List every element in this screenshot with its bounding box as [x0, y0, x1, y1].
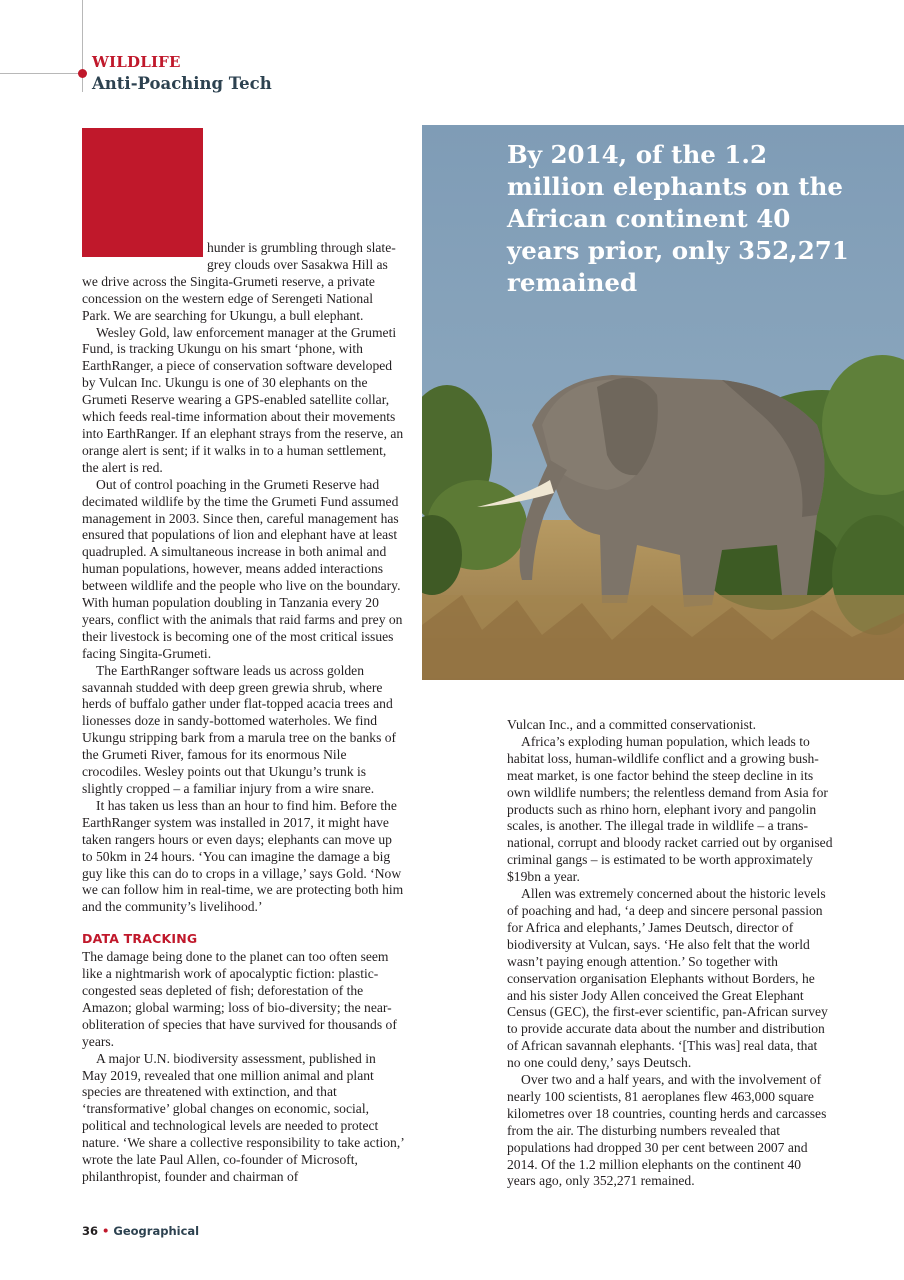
paragraph-5: It has taken us less than an hour to find him. Before the EarthRanger system was installed in 2017, it might have taken rangers hours or even days; elephants can move up to 50km in 24 hours. ‘You can imagine the damage a big guy like this can do to crops in a village,’ says Gold. ‘Now we can follow him in real-time, we are protecting both him and the community’s livelihood.’ [82, 797, 404, 915]
paragraph-10: Allen was extremely concerned about the historic levels of poaching and had, ‘a deep and sincere personal passion for Africa and elephants,’ James Deutsch, director of biodiversity at Vulcan, says. ‘He also felt that the world wasn’t paying enough attention.’ So together with conservation organisation Elephants without Borders, he and his sister Jody Allen conceived the Great Elephant Census (GEC), the first-ever scientific, pan-African survey to provide accurate data about the number and distribution of African savannah elephants. ‘[This was] real data, that no one could deny,’ says Deutsch. [507, 886, 828, 1071]
paragraph-4: The EarthRanger software leads us across golden savannah studded with deep green grewia shrub, where herds of buffalo gather under flat-topped acacia trees and lionesses doze in sandy-bottomed waterholes. We find Ukungu stripping bark from a marula tree on the banks of the Grumeti River, famous for its enormous Nile crocodiles. Wesley points out that Ukungu’s trunk is slightly cropped – a familiar injury from a wire snare. [82, 662, 397, 796]
footer-separator: • [102, 1224, 110, 1238]
header-dot [78, 69, 87, 78]
magazine-name: Geographical [113, 1224, 200, 1238]
section-label: WILDLIFE [92, 53, 181, 71]
header-rule-vertical [82, 0, 83, 92]
paragraph-7: A major U.N. biodiversity assessment, published in May 2019, revealed that one million animal and plant species are threatened with extinction, and that ‘transformative’ global changes on economic, social, political and technological levels are needed to protect nature. ‘We share a collective responsibility to take action,’ wrote the late Paul Allen, co-founder of Microsoft, philanthropist, founder and chairman of [82, 1050, 404, 1184]
page-footer [82, 1224, 199, 1238]
article-column-2 [507, 717, 833, 1190]
drop-cap [82, 128, 203, 257]
pull-quote: By 2014, of the 1.2 million elephants on the African continent 40 years prior, only 352,271 remained [507, 140, 849, 297]
paragraph-9: Africa’s exploding human population, which leads to habitat loss, human-wildlife conflict and a growing bush-meat market, is one factor behind the steep decline in its own wildlife numbers; the relentless demand from Asia for products such as rhino horn, elephant ivory and pangolin scales, is another. The illegal trade in wildlife – a trans-national, corrupt and bloody racket carried out by organised criminal gangs – is estimated to be worth approximately $19bn a year. [507, 733, 833, 885]
paragraph-3: Out of control poaching in the Grumeti Reserve had decimated wildlife by the time the Grumeti Fund assumed management in 2003. Since then, careful management has ensured that populations of lion and elephant have at least quadrupled. A simultaneous increase in both animal and human populations, however, means added interactions between wildlife and the people who live on the boundary. With human population doubling in Tanzania every 20 years, conflict with the animals that raid farms and prey on their livestock is becoming one of the most critical issues facing Singita-Grumeti. [82, 476, 403, 661]
paragraph-8: Vulcan Inc., and a committed conservationist. [507, 717, 757, 732]
page-number: 36 [82, 1224, 99, 1238]
header-rule-horizontal [0, 73, 82, 74]
section-subtitle: Anti-Poaching Tech [92, 74, 272, 93]
subhead-data-tracking: DATA TRACKING [82, 931, 198, 947]
article-column-1 [82, 128, 404, 1186]
paragraph-6: The damage being done to the planet can too often seem like a nightmarish work of apocalyptic fiction: plastic-congested seas depleted of fish; deforestation of the Amazon; global warming; loss of bio-diversity; the near-obliteration of species that have survived for thousands of years. [82, 949, 397, 1049]
paragraph-11: Over two and a half years, and with the involvement of nearly 100 scientists, 81 aeroplanes flew 463,000 square kilometres over 18 countries, counting herds and carcasses from the air. The disturbing numbers revealed that populations had dropped 30 per cent between 2007 and 2014. Of the 1.2 million elephants on the continent 40 years ago, only 352,271 remained. [507, 1072, 827, 1189]
paragraph-1: hunder is grumbling through slate-grey clouds over Sasakwa Hill as we drive across the Singita-Grumeti reserve, a private concession on the western edge of Serengeti National Park. We are searching for Ukungu, a bull elephant. [82, 240, 396, 323]
paragraph-2: Wesley Gold, law enforcement manager at the Grumeti Fund, is tracking Ukungu on his smart ‘phone, with EarthRanger, a piece of conservation software developed by Vulcan Inc. Ukungu is one of 30 elephants on the Grumeti Reserve wearing a GPS-enabled satellite collar, which feeds real-time information about their movements into EarthRanger. If an elephant strays from the reserve, an orange alert is sent; if it walks in to a human settlement, the alert is red. [82, 324, 404, 475]
